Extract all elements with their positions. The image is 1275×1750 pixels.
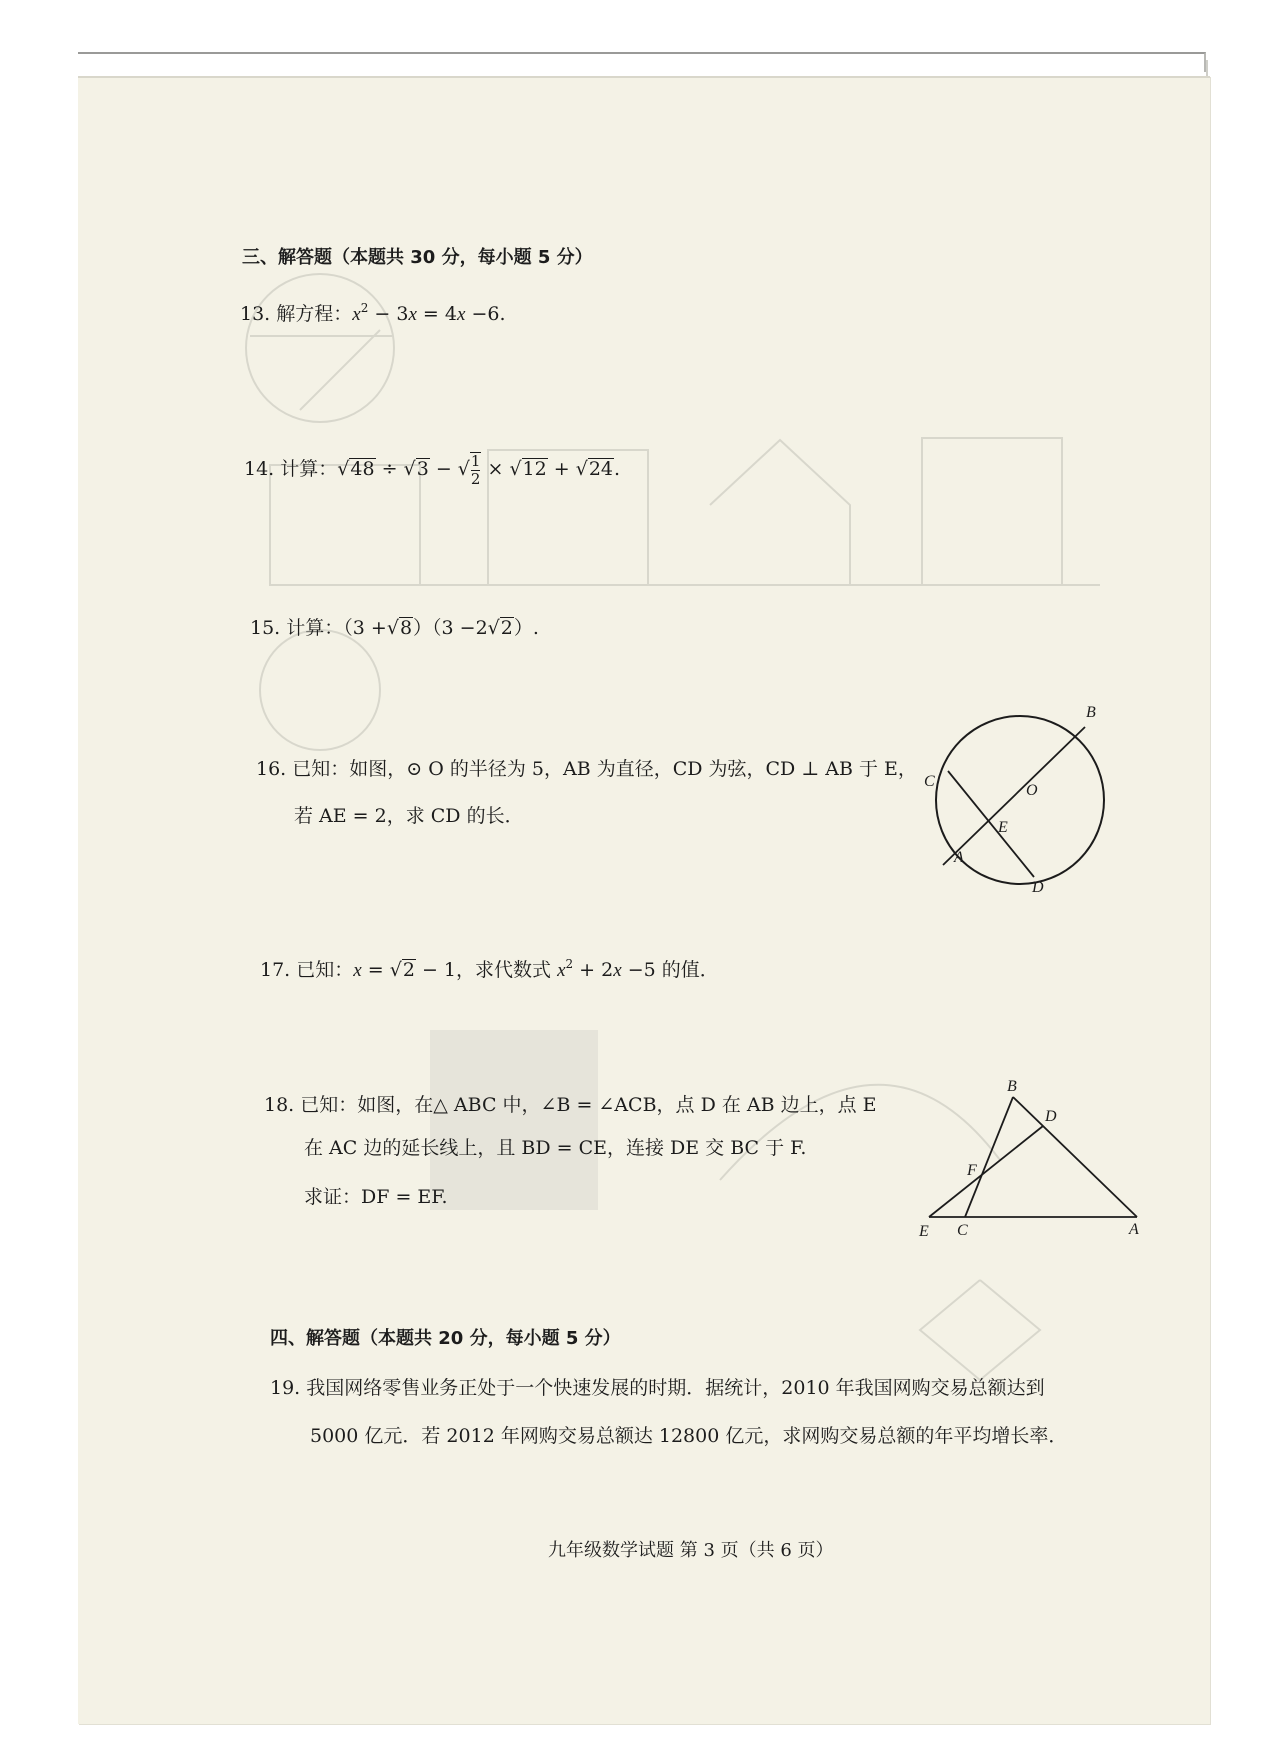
triangle-figure [905, 1075, 1145, 1240]
bleed-graph-d [922, 438, 1062, 585]
side-ab [1013, 1097, 1137, 1217]
page-footer: 九年级数学试题 第 3 页（共 6 页） [548, 1540, 834, 1561]
math-text: + [547, 458, 576, 480]
math-text: = 4 [416, 303, 457, 325]
math-text: × [481, 458, 510, 480]
label-b: B [1086, 704, 1096, 721]
math-var: x [613, 960, 622, 981]
question-lead: 解方程： [276, 303, 353, 325]
fraction-denominator: 2 [470, 470, 481, 488]
circle-figure [920, 700, 1130, 900]
math-var: x [557, 960, 566, 981]
question-lead: 计算：（3 + [286, 617, 387, 639]
fraction [470, 452, 482, 488]
question-19-line-1 [270, 1376, 1045, 1400]
radicand: 24 [588, 458, 614, 480]
math-text: = [361, 959, 390, 981]
fraction-numerator: 1 [470, 452, 481, 470]
label-d: D [1032, 879, 1044, 896]
bleed-graph-c [710, 440, 850, 585]
question-19-line-2: 5000 亿元．若 2012 年网购交易总额达 12800 亿元，求网购交易总额的年平均增长率． [310, 1425, 1068, 1447]
question-text: 我国网络零售业务正处于一个快速发展的时期．据统计，2010 年我国网购交易总额达到 [306, 1377, 1045, 1399]
question-18-line-2: 在 AC 边的延长线上，且 BD = CE，连接 DE 交 BC 于 F. [304, 1137, 807, 1159]
math-text: ）（3 −2 [413, 617, 488, 639]
question-13 [240, 296, 506, 327]
question-lead: 已知： [296, 959, 354, 981]
math-text: − 3 [368, 303, 409, 325]
math-var: x [408, 304, 417, 325]
math-text: ÷ [375, 458, 404, 480]
section-4-heading: 四、解答题（本题共 20 分，每小题 5 分） [270, 1328, 621, 1349]
question-number: 17. [260, 959, 291, 981]
label-o: O [1026, 782, 1038, 799]
label-a: A [1129, 1221, 1139, 1238]
label-a: A [954, 849, 964, 866]
math-text: + 2 [573, 959, 614, 981]
question-number: 19. [270, 1377, 301, 1399]
question-number: 14. [244, 458, 275, 480]
radicand: 2 [500, 617, 513, 639]
question-number: 16. [256, 758, 287, 780]
label-e: E [998, 819, 1008, 836]
bleed-gray-block [430, 1030, 598, 1210]
question-18-line-1 [264, 1093, 877, 1117]
radicand: 2 [402, 959, 415, 981]
math-text: − [429, 458, 458, 480]
question-number: 18. [264, 1094, 295, 1116]
radicand: 12 [522, 458, 547, 480]
question-number: 15. [250, 617, 281, 639]
math-text: − 1，求代数式 [415, 959, 558, 981]
math-var: x [456, 304, 466, 325]
question-lead: 计算： [280, 458, 338, 480]
math-var: x [353, 960, 362, 981]
math-exponent: 2 [360, 301, 369, 315]
question-16-line-2: 若 AE = 2，求 CD 的长． [294, 805, 524, 827]
question-18-line-3: 求证：DF = EF. [304, 1186, 448, 1208]
label-c: C [924, 773, 935, 790]
question-14: 14. 计算：√48 ÷ √3 − √ $\frac{1}{2}$ × √12 + √24. [244, 452, 621, 488]
math-exponent: 2 [565, 957, 574, 971]
math-text: −5 的值． [621, 959, 719, 981]
question-number: 13. [240, 303, 271, 325]
diameter-ab [943, 727, 1085, 865]
radicand: 3 [416, 458, 429, 480]
question-text: 已知：如图，在△ ABC 中，∠B = ∠ACB，点 D 在 AB 边上，点 E [300, 1094, 877, 1116]
label-d: D [1045, 1108, 1057, 1125]
label-c: C [957, 1222, 968, 1239]
math-text: . [614, 458, 621, 480]
question-16-line-1 [256, 757, 917, 781]
math-text: ）. [513, 617, 539, 639]
question-15: 15. 计算：（3 +√8）（3 −2√2）. [250, 617, 539, 639]
label-f: F [967, 1162, 977, 1179]
radicand: 8 [399, 617, 413, 639]
section-3-heading: 三、解答题（本题共 30 分，每小题 5 分） [242, 247, 593, 268]
math-var: x [352, 304, 361, 325]
question-17: 17. 已知：x = √2 − 1，求代数式 $x^2 + 2x -5$ 的值． [260, 957, 719, 981]
math-text: −6. [465, 303, 506, 325]
segment-de [929, 1126, 1043, 1217]
label-b: B [1007, 1078, 1017, 1095]
side-bc [965, 1097, 1013, 1217]
radicand: 48 [350, 458, 375, 480]
question-text: 已知：如图，⊙ O 的半径为 5，AB 为直径，CD 为弦，CD ⊥ AB 于 E， [292, 758, 917, 780]
label-e: E [919, 1223, 929, 1240]
